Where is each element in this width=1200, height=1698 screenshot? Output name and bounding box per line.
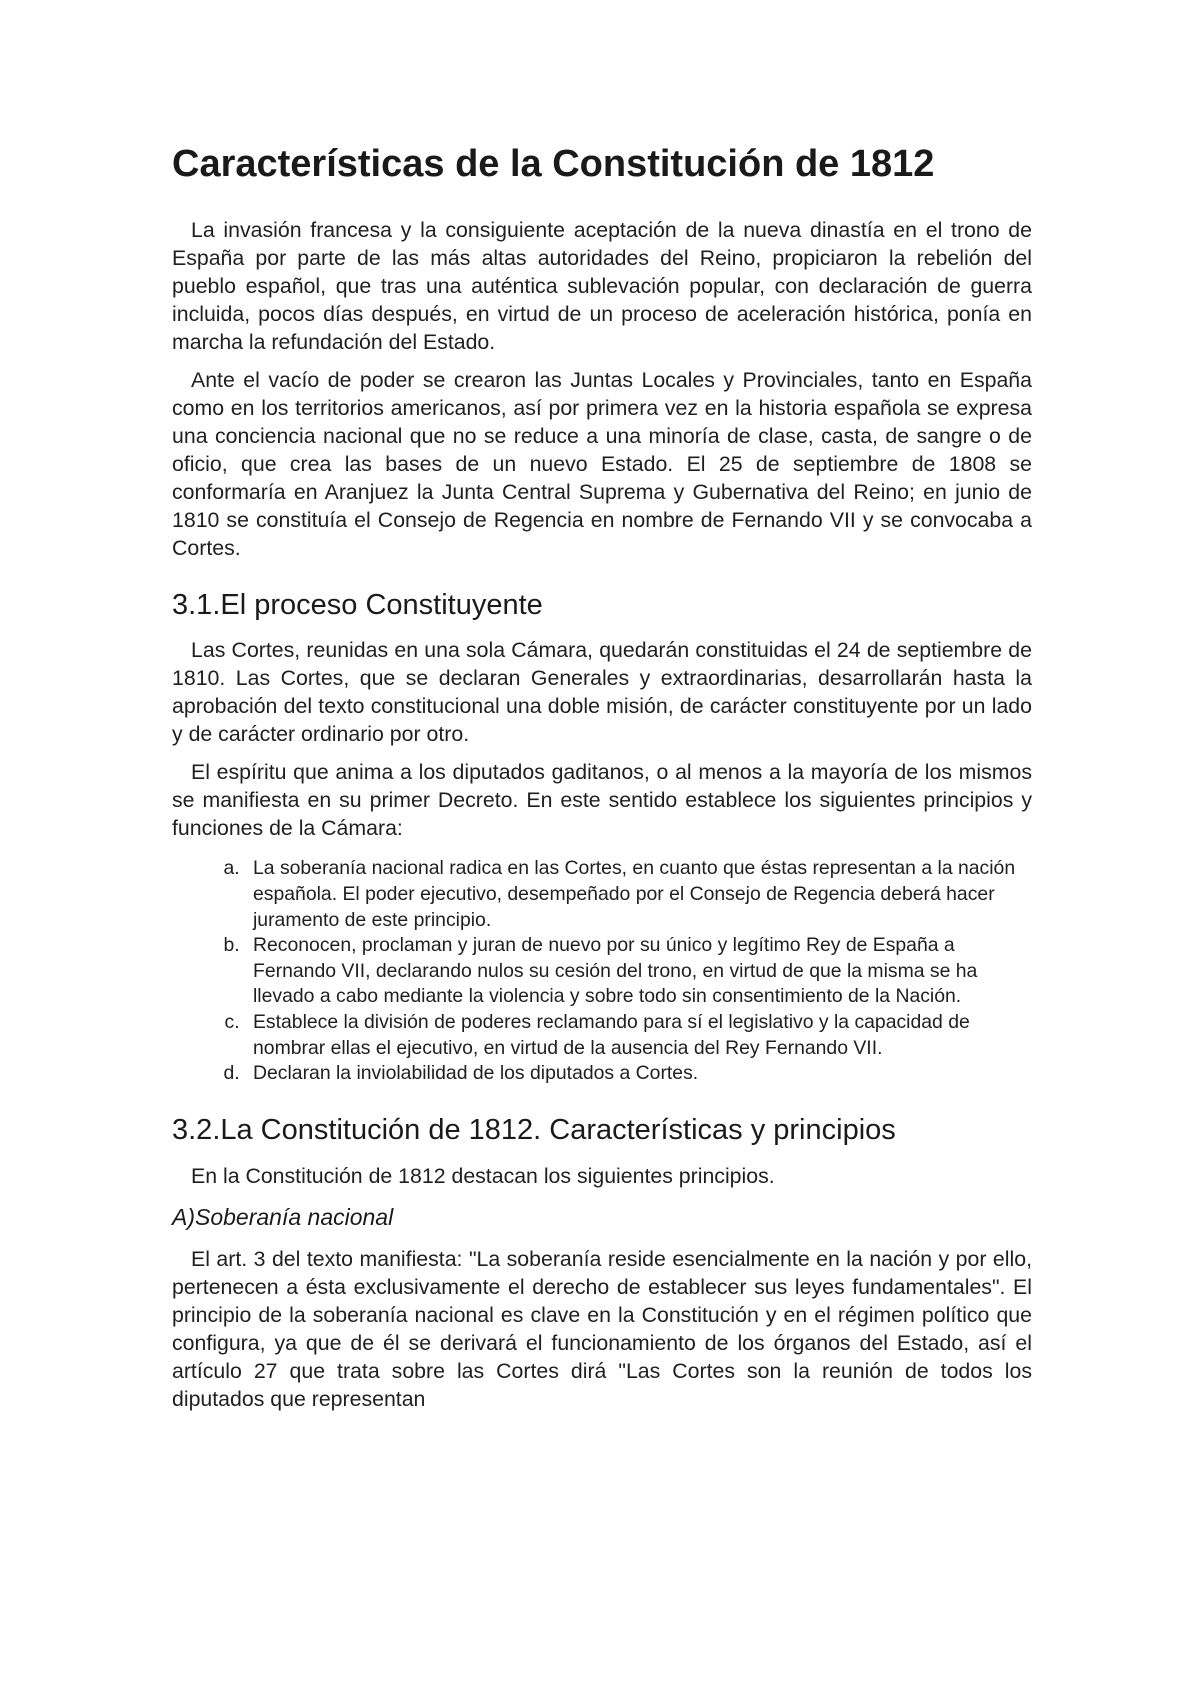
paragraph: La invasión francesa y la consiguiente aceptación de la nueva dinastía en el trono de España por parte de las más altas autoridades del Reino, propiciaron la rebelión del pueblo español, que tras una auténtica sublevación popular, con declaración de guerra incluida, pocos días después, en virtud de un proceso de aceleración histórica, ponía en marcha la refundación del Estado. — [172, 217, 1032, 354]
paragraph: Las Cortes, reunidas en una sola Cámara, quedarán constituidas el 24 de septiembre de 1810. Las Cortes, que se declaran Generales y extraordinarias, desarrollarán hasta la aprobación del texto constitucional una doble misión, de carácter constituyente por un lado y de carácter ordinario por otro. — [172, 638, 1032, 747]
paragraph: El art. 3 del texto manifiesta: "La soberanía reside esencialmente en la nación y por ello, pertenecen a ésta exclusivamente el derecho de establecer sus leyes fundamentales". El principio de la soberanía nacional es clave en la Constitución y en el régimen político que configura, ya que de él se derivará el funcionamiento de los órganos del Estado, así el artículo 27 que trata sobre las Cortes dirá "Las Cortes son la reunión de todos los diputados que representan — [172, 1247, 1032, 1412]
list-item: b. Reconocen, proclaman y juran de nuevo por su único y legítimo Rey de España a Fernando VII, declarando nulos su cesión del trono, en virtud de que la misma se ha llevado a cabo mediante la violencia y sobre todo sin consentimiento de la Nación. — [245, 933, 1032, 1010]
paragraph: En la Constitución de 1812 destacan los siguientes principios. — [191, 1163, 775, 1188]
section-proceso-constituyente — [172, 588, 1032, 1087]
paragraph: Ante el vacío de poder se crearon las Juntas Locales y Provinciales, tanto en España como en los territorios americanos, así por primera vez en la historia española se expresa una conciencia nacional que no se reduce a una minoría de clase, casta, de sangre o de oficio, que crea las bases de un nuevo Estado. El 25 de septiembre de 1808 se conformaría en Aranjuez la Junta Central Suprema y Gubernativa del Reino; en junio de 1810 se constituía el Consejo de Regencia en nombre de Fernando VII y se convocaba a Cortes. — [172, 367, 1032, 560]
list-item: c. Establece la división de poderes reclamando para sí el legislativo y la capacidad de nombrar ellas el ejecutivo, en virtud de la ausencia del Rey Fernando VII. — [245, 1010, 1032, 1061]
intro-section — [172, 216, 1032, 562]
list-item: d. Declaran la inviolabilidad de los diputados a Cortes. — [245, 1061, 1032, 1087]
document-title: Características de la Constitución de 1812 — [172, 143, 935, 185]
document-page — [172, 142, 1032, 1423]
section-heading: 3.1.El proceso Constituyente — [172, 588, 543, 621]
section-constitucion-1812 — [172, 1113, 1032, 1413]
paragraph: El espíritu que anima a los diputados gaditanos, o al menos a la mayoría de los mismos se manifiesta en su primer Decreto. En este sentido establece los siguientes principios y funciones de la Cámara: — [172, 760, 1032, 841]
list-item: a. La soberanía nacional radica en las Cortes, en cuanto que éstas representan a la nación española. El poder ejecutivo, desempeñado por el Consejo de Regencia deberá hacer juramento de este principio. — [245, 856, 1032, 933]
subsection-heading: A)Soberanía nacional — [172, 1203, 394, 1230]
section-heading: 3.2.La Constitución de 1812. Características y principios — [172, 1113, 896, 1146]
principles-list — [172, 856, 1032, 1086]
